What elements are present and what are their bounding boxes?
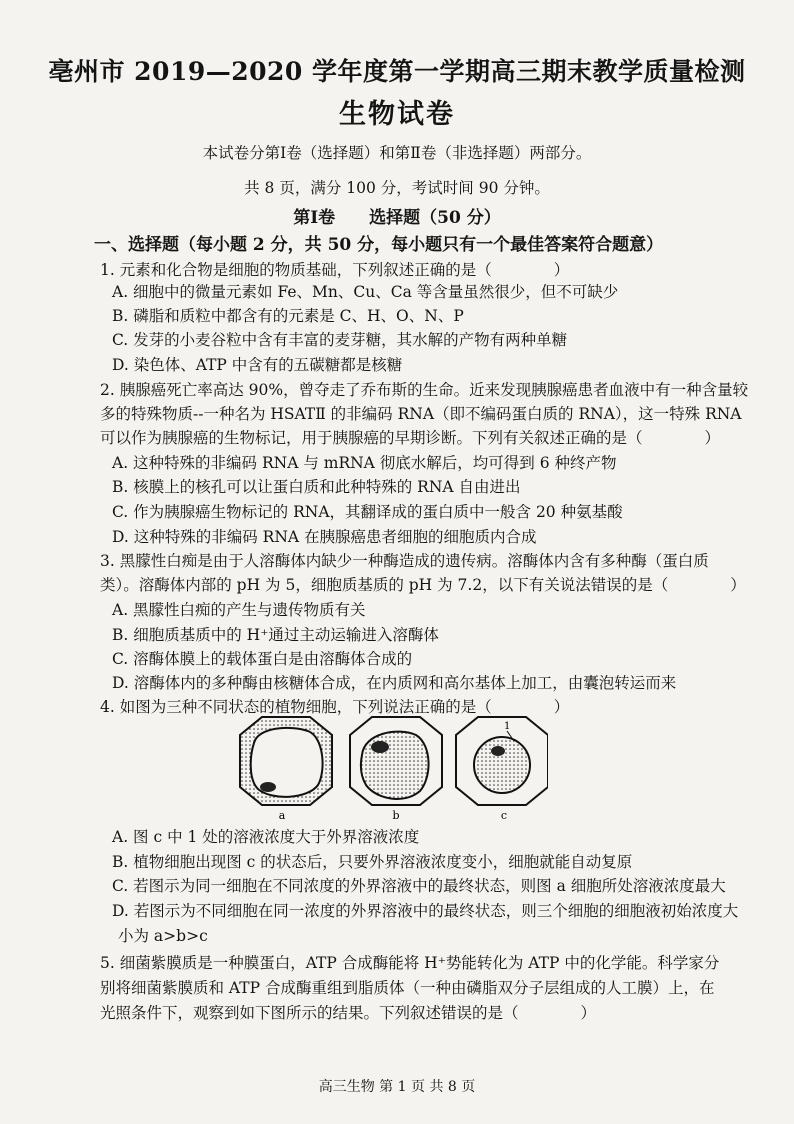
- label-a: a: [278, 809, 286, 820]
- q3-option-d: D. 溶酶体内的多种酶由核糖体合成，在内质网和高尔基体上加工，由囊泡转运而来: [112, 674, 677, 692]
- exam-info: 共 8 页，满分 100 分，考试时间 90 分钟。: [244, 179, 550, 197]
- q1-stem: 1. 元素和化合物是细胞的物质基础，下列叙述正确的是（ ）: [100, 261, 570, 279]
- nucleus-c: [491, 746, 505, 756]
- q3-option-c: C. 溶酶体膜上的载体蛋白是由溶酶体合成的: [112, 650, 413, 668]
- q2-option-d: D. 这种特殊的非编码 RNA 在胰腺癌患者细胞的细胞质内合成: [112, 528, 537, 546]
- label-b: b: [392, 809, 400, 820]
- nucleus-b: [371, 741, 389, 753]
- cell-b: [350, 717, 442, 820]
- label-1: 1: [504, 721, 511, 732]
- q5-stem-line1: 5. 细菌紫膜质是一种膜蛋白，ATP 合成酶能将 H⁺势能转化为 ATP 中的化学能。科学家分: [100, 954, 720, 972]
- q1-option-a: A. 细胞中的微量元素如 Fe、Mn、Cu、Ca 等含量虽然很少，但不可缺少: [112, 283, 619, 301]
- q2-stem-line1: 2. 胰腺癌死亡率高达 90%，曾夺走了乔布斯的生命。近来发现胰腺癌患者血液中有一种含量较: [100, 381, 749, 399]
- q1-option-c: C. 发芽的小麦谷粒中含有丰富的麦芽糖，其水解的产物有两种单糖: [112, 331, 568, 349]
- cell-a: [240, 717, 332, 820]
- q2-option-c: C. 作为胰腺癌生物标记的 RNA，其翻译成的蛋白质中一般含 20 种氨基酸: [112, 503, 623, 521]
- exam-subtitle: 生物试卷: [339, 99, 455, 130]
- q1-option-b: B. 磷脂和质粒中都含有的元素是 C、H、O、N、P: [112, 307, 464, 325]
- q4-stem: 4. 如图为三种不同状态的植物细胞，下列说法正确的是（ ）: [100, 698, 570, 716]
- plant-cells-figure: [228, 715, 548, 820]
- nucleus-a: [260, 782, 276, 792]
- q4-option-d-line1: D. 若图示为不同细胞在同一浓度的外界溶液中的最终状态，则三个细胞的细胞液初始浓度大: [112, 902, 739, 920]
- q3-option-b: B. 细胞质基质中的 H⁺通过主动运输进入溶酶体: [112, 626, 439, 644]
- section-title: 一、选择题（每小题 2 分，共 50 分，每小题只有一个最佳答案符合题意）: [94, 235, 664, 255]
- q5-stem-line2: 别将细菌紫膜质和 ATP 合成酶重组到脂质体（一种由磷脂双分子层组成的人工膜）上，在: [100, 979, 715, 997]
- cell-c: [456, 717, 548, 820]
- q2-option-b: B. 核膜上的核孔可以让蛋白质和此种特殊的 RNA 自由进出: [112, 478, 521, 496]
- label-c: c: [500, 809, 508, 820]
- q3-option-a: A. 黑朦性白痴的产生与遗传物质有关: [112, 601, 366, 619]
- exam-title: 亳州市 2019—2020 学年度第一学期高三期末教学质量检测: [48, 57, 746, 86]
- q5-stem-line3: 光照条件下，观察到如下图所示的结果。下列叙述错误的是（ ）: [100, 1004, 597, 1022]
- q2-stem-line3: 可以作为胰腺癌的生物标记，用于胰腺癌的早期诊断。下列有关叙述正确的是（ ）: [100, 429, 721, 447]
- q1-option-d: D. 染色体、ATP 中含有的五碳糖都是核糖: [112, 356, 403, 374]
- page-footer: 高三生物 第 1 页 共 8 页: [318, 1079, 476, 1095]
- q2-option-a: A. 这种特殊的非编码 RNA 与 mRNA 彻底水解后，均可得到 6 种终产物: [112, 454, 617, 472]
- q4-option-c: C. 若图示为同一细胞在不同浓度的外界溶液中的最终状态，则图 a 细胞所处溶液浓度最大: [112, 877, 726, 895]
- q4-option-b: B. 植物细胞出现图 c 的状态后，只要外界溶液浓度变小，细胞就能自动复原: [112, 853, 633, 871]
- q3-stem-line1: 3. 黑朦性白痴是由于人溶酶体内缺少一种酶造成的遗传病。溶酶体内含有多种酶（蛋白质: [100, 552, 709, 570]
- q3-stem-line2: 类）。溶酶体内部的 pH 为 5，细胞质基质的 pH 为 7.2，以下有关说法错误的是（ ）: [100, 576, 746, 594]
- q4-option-d-line2: 小为 a>b>c: [118, 927, 208, 945]
- part-title: 第Ⅰ卷 选择题（50 分）: [293, 208, 501, 228]
- q4-option-a: A. 图 c 中 1 处的溶液浓度大于外界溶液浓度: [112, 828, 420, 846]
- exam-intro: 本试卷分第Ⅰ卷（选择题）和第Ⅱ卷（非选择题）两部分。: [202, 144, 592, 162]
- q2-stem-line2: 多的特殊物质--一种名为 HSATⅡ 的非编码 RNA（即不编码蛋白质的 RNA），这一特殊 RNA: [100, 405, 742, 423]
